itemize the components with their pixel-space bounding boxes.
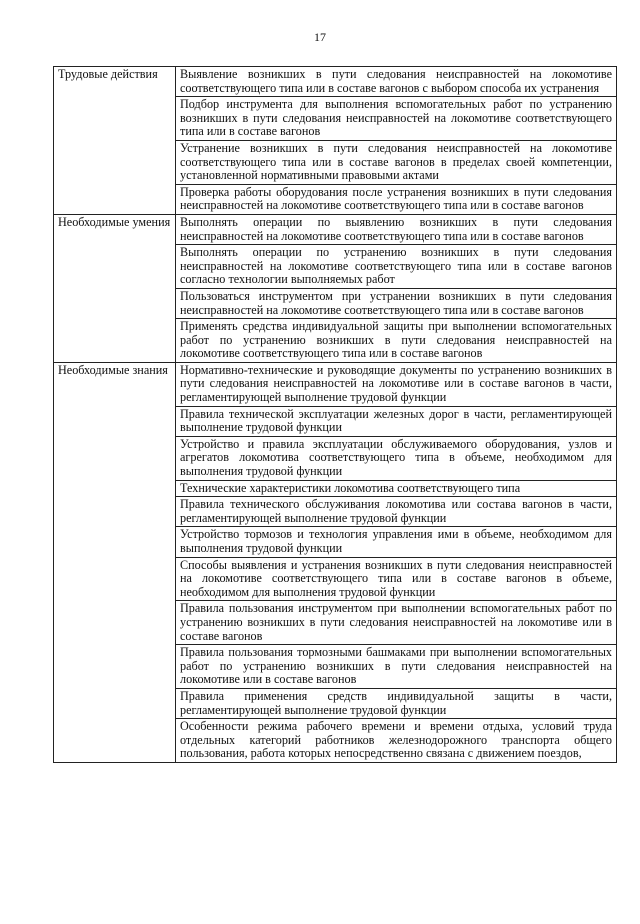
table-cell: Выявление возникших в пути следования неисправностей на локомотиве соответствующего типа или в составе вагонов с выбором способа их устранения [176, 67, 617, 97]
table-cell: Нормативно-технические и руководящие документы по устранению возникших в пути следования неисправностей на локомотиве или в составе вагонов в части, регламентирующей выполнение трудовой функции [176, 362, 617, 406]
table-cell: Устройство и правила эксплуатации обслуживаемого оборудования, узлов и агрегатов локомотива соответствующего типа в объеме, необходимом для выполнения трудовой функции [176, 436, 617, 480]
section-label-required-knowledge: Необходимые знания [54, 362, 176, 762]
table-cell: Правила пользования инструментом при выполнении вспомогательных работ по устранению возникших в пути следования неисправностей на локомотиве или в составе вагонов [176, 601, 617, 645]
table-cell: Устройство тормозов и технология управления ими в объеме, необходимом для выполнения трудовой функции [176, 527, 617, 557]
table-cell: Правила технического обслуживания локомотива или состава вагонов в части, регламентирующей выполнение трудовой функции [176, 497, 617, 527]
table-cell: Устранение возникших в пути следования неисправностей на локомотиве соответствующего типа или в составе вагонов в пределах своей компетенции, установленной нормативными правовыми актами [176, 140, 617, 184]
table-cell: Особенности режима рабочего времени и времени отдыха, условий труда отдельных категорий работников железнодорожного транспорта общего пользования, работа которых непосредственно связана с движением поездов, [176, 719, 617, 763]
table-cell: Подбор инструмента для выполнения вспомогательных работ по устранению возникших в пути следования неисправностей на локомотиве соответствующего типа или в составе вагонов [176, 97, 617, 141]
function-requirements-table [53, 66, 617, 763]
table-cell: Пользоваться инструментом при устранении возникших в пути следования неисправностей на локомотиве соответствующего типа или в составе вагонов [176, 288, 617, 318]
table-cell: Правила применения средств индивидуальной защиты в части, регламентирующей выполнение трудовой функции [176, 688, 617, 718]
table-cell: Выполнять операции по устранению возникших в пути следования неисправностей на локомотиве соответствующего типа или в составе вагонов согласно технологии выполняемых работ [176, 245, 617, 289]
section-label-labor-actions: Трудовые действия [54, 67, 176, 215]
table-cell: Правила технической эксплуатации железных дорог в части, регламентирующей выполнение трудовой функции [176, 406, 617, 436]
table-row [54, 362, 617, 406]
table-cell: Технические характеристики локомотива соответствующего типа [176, 480, 617, 497]
table-cell: Правила пользования тормозными башмаками при выполнении вспомогательных работ по устранению возникших в пути следования неисправностей на локомотиве или в составе вагонов [176, 645, 617, 689]
table-cell: Применять средства индивидуальной защиты при выполнении вспомогательных работ по устранению возникших в пути следования неисправностей на локомотиве соответствующего типа или в составе вагонов [176, 319, 617, 363]
table-cell: Выполнять операции по выявлению возникших в пути следования неисправностей на локомотиве соответствующего типа или в составе вагонов [176, 214, 617, 244]
section-label-required-skills: Необходимые умения [54, 214, 176, 362]
table-cell: Проверка работы оборудования после устранения возникших в пути следования неисправностей на локомотиве соответствующего типа или в составе вагонов [176, 184, 617, 214]
table-row [54, 67, 617, 97]
page-number: 17 [314, 30, 326, 44]
table-cell: Способы выявления и устранения возникших в пути следования неисправностей на локомотиве соответствующего типа или в составе вагонов в объеме, необходимом для выполнения трудовой функции [176, 557, 617, 601]
table-row [54, 214, 617, 244]
